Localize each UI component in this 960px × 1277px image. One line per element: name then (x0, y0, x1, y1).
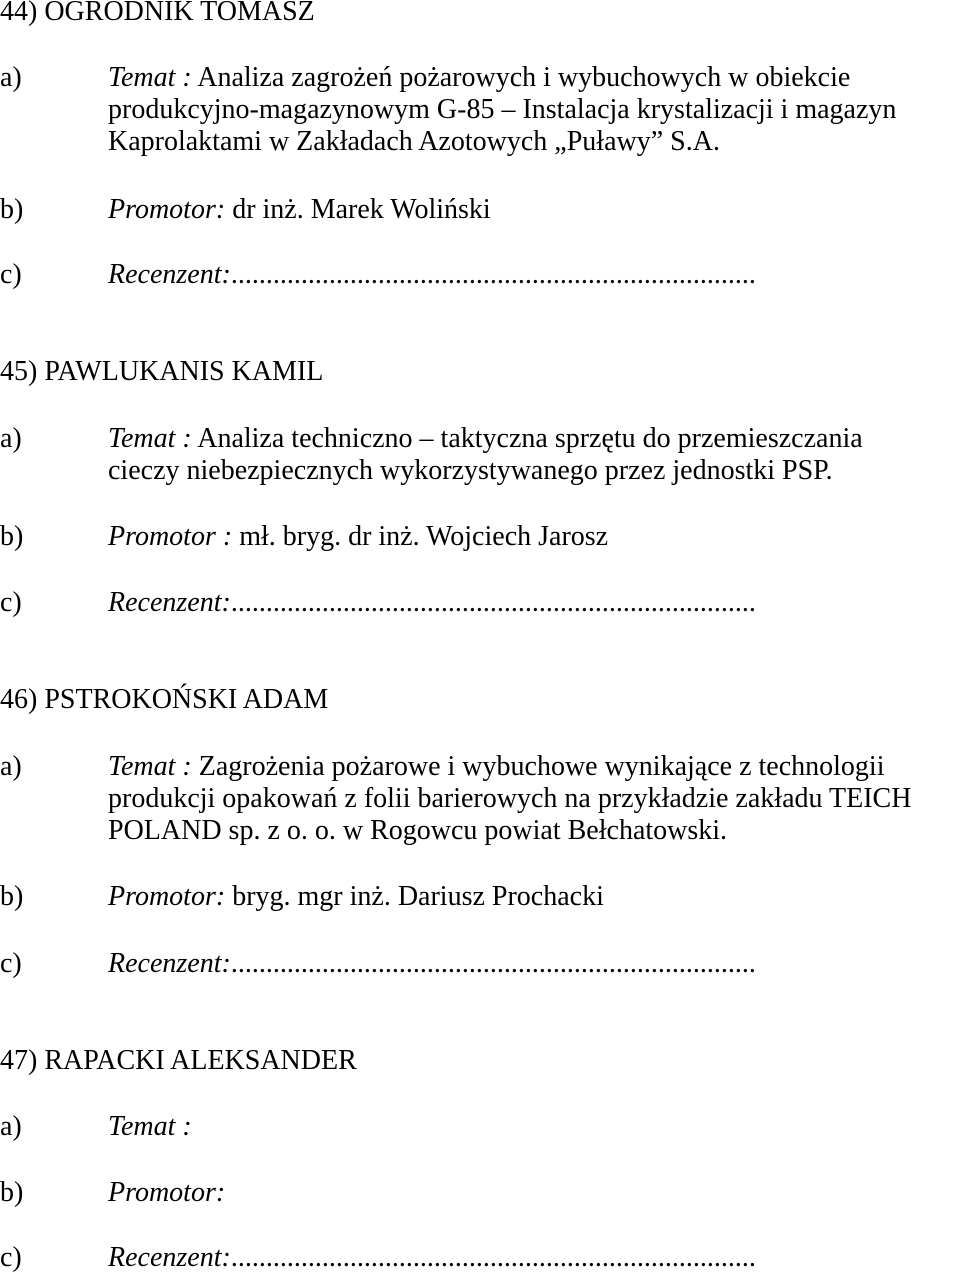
temat-line (108, 1111, 192, 1143)
promotor-marker: b) (0, 521, 24, 552)
promotor-label: Promotor: (108, 1177, 226, 1208)
entry-heading-45: 45) PAWLUKANIS KAMIL (0, 356, 324, 387)
promotor-label: Promotor: (108, 194, 226, 225)
promotor-marker: b) (0, 1177, 24, 1208)
recenzent-line (108, 587, 756, 619)
promotor-label: Promotor: (108, 881, 226, 912)
recenzent-marker: c) (0, 587, 22, 618)
promotor-line (108, 1177, 225, 1209)
promotor-label: Promotor : (108, 521, 233, 552)
recenzent-label: Recenzent: (108, 1242, 231, 1273)
temat-line: cieczy niebezpiecznych wykorzystywanego przez jednostki PSP. (108, 455, 833, 486)
recenzent-dots: ........................................................................... (230, 587, 756, 618)
recenzent-marker: c) (0, 259, 22, 290)
temat-label: Temat : (108, 423, 192, 454)
temat-label: Temat : (108, 62, 192, 93)
recenzent-label: Recenzent: (108, 948, 231, 979)
recenzent-marker: c) (0, 948, 22, 979)
entry-heading-44: 44) OGRODNIK TOMASZ (0, 0, 315, 27)
temat-label: Temat : (108, 751, 192, 782)
recenzent-label: Recenzent: (108, 587, 231, 618)
recenzent-dots: ........................................................................... (230, 948, 756, 979)
promotor-marker: b) (0, 881, 24, 912)
recenzent-line (108, 259, 756, 291)
temat-text: Analiza techniczno – taktyczna sprzętu do przemieszczania (191, 423, 863, 454)
temat-line: POLAND sp. z o. o. w Rogowcu powiat Bełchatowski. (108, 815, 728, 846)
recenzent-line (108, 1242, 756, 1274)
promotor-value: mł. bryg. dr inż. Wojciech Jarosz (232, 521, 609, 552)
promotor-line (108, 194, 491, 226)
recenzent-dots: ........................................................................... (230, 1242, 756, 1273)
temat-marker: a) (0, 423, 22, 454)
promotor-line (108, 881, 604, 913)
temat-marker: a) (0, 1111, 22, 1142)
temat-line (108, 751, 884, 783)
temat-label: Temat : (108, 1111, 192, 1142)
promotor-value: bryg. mgr inż. Dariusz Prochacki (225, 881, 604, 912)
entry-heading-46: 46) PSTROKOŃSKI ADAM (0, 684, 329, 715)
promotor-marker: b) (0, 194, 24, 225)
temat-marker: a) (0, 751, 22, 782)
promotor-line (108, 521, 608, 553)
temat-text: Zagrożenia pożarowe i wybuchowe wynikające z technologii (191, 751, 885, 782)
recenzent-label: Recenzent: (108, 259, 231, 290)
recenzent-line (108, 948, 756, 980)
promotor-value: dr inż. Marek Woliński (225, 194, 491, 225)
temat-line: produkcji opakowań z folii barierowych na przykładzie zakładu TEICH (108, 783, 912, 814)
entry-heading-47: 47) RAPACKI ALEKSANDER (0, 1045, 357, 1076)
temat-line: produkcyjno-magazynowym G-85 – Instalacja krystalizacji i magazyn (108, 94, 897, 125)
temat-line (108, 423, 863, 455)
temat-line (108, 62, 850, 94)
recenzent-dots: ........................................................................... (230, 259, 756, 290)
temat-text: Analiza zagrożeń pożarowych i wybuchowych w obiekcie (191, 62, 851, 93)
temat-line: Kaprolaktami w Zakładach Azotowych „Puławy” S.A. (108, 126, 720, 157)
recenzent-marker: c) (0, 1242, 22, 1273)
temat-marker: a) (0, 62, 22, 93)
